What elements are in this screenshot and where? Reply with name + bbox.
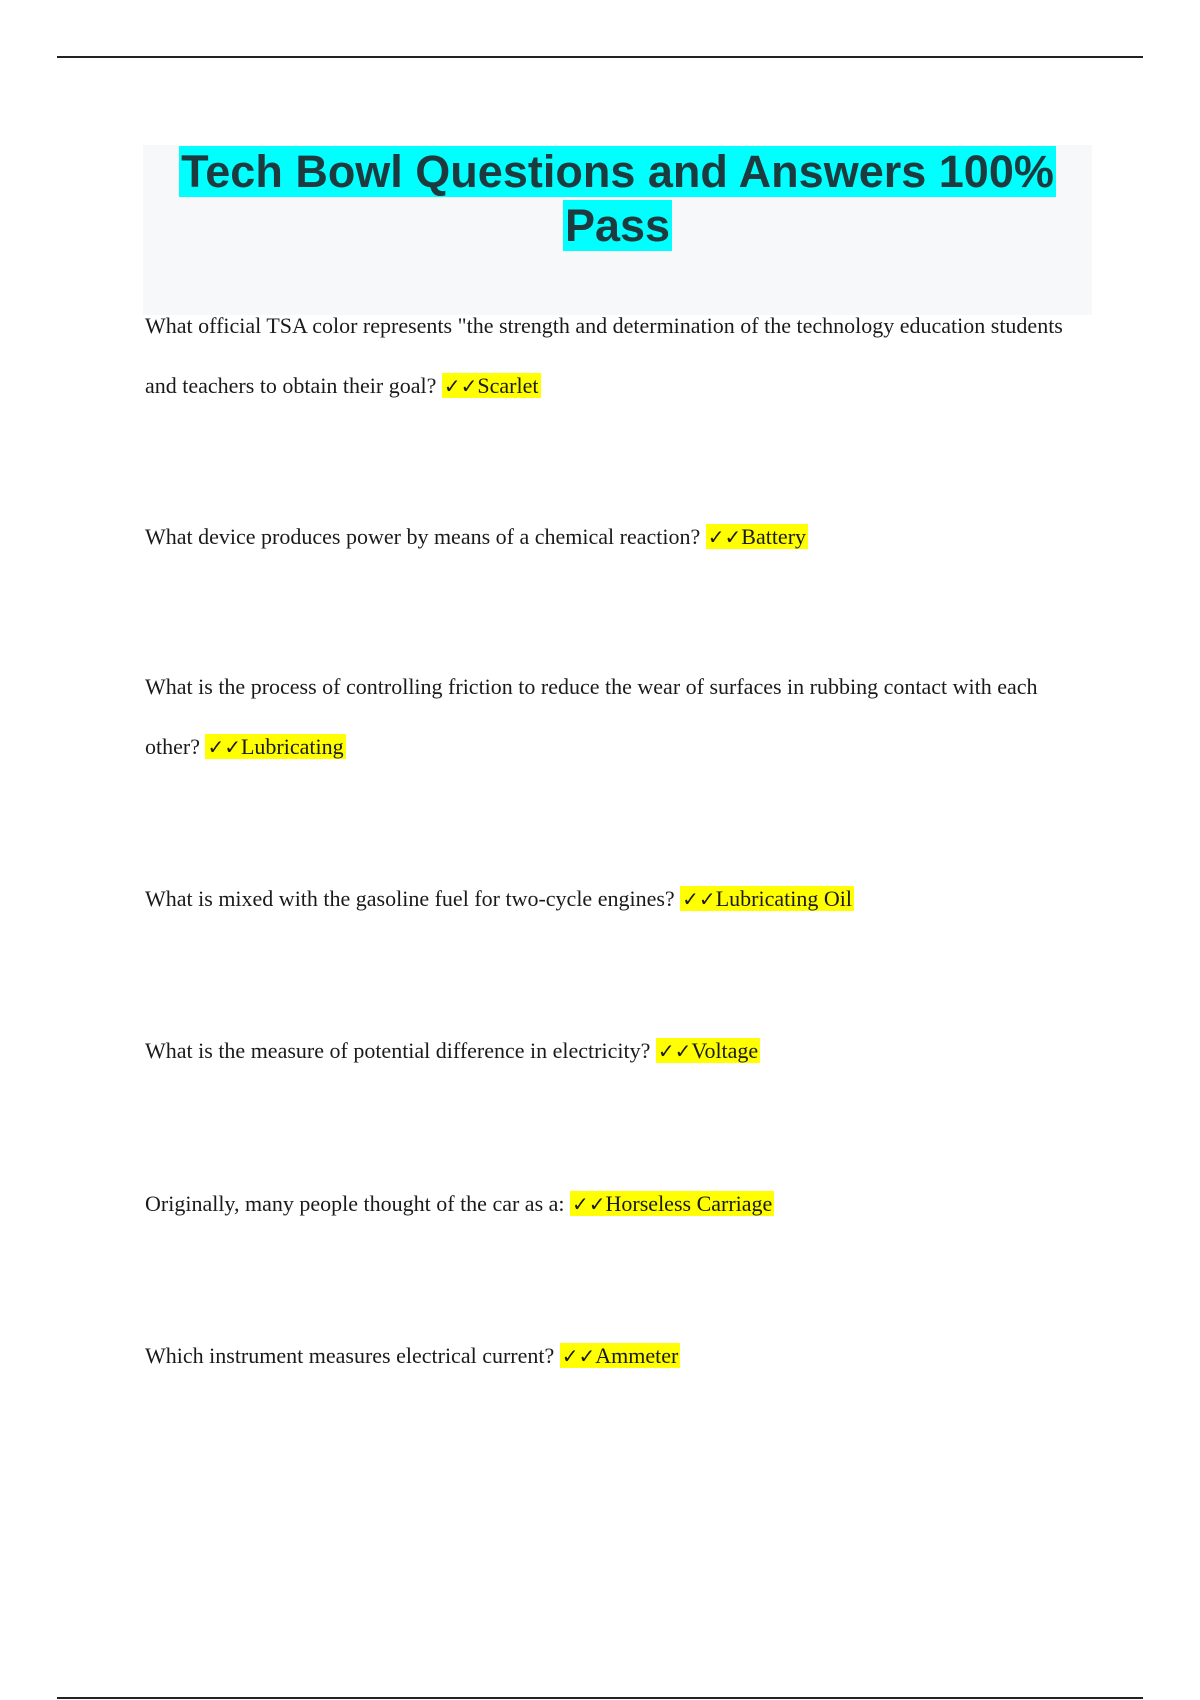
- answer-highlight: [570, 1191, 774, 1216]
- answer-text: Horseless Carriage: [605, 1191, 773, 1216]
- answer-highlight: [656, 1038, 760, 1063]
- question-text: What official TSA color represents "the strength and determination of the technology education students and teachers to obtain their goal?: [145, 313, 1063, 398]
- answer-text: Voltage: [691, 1038, 759, 1063]
- qa-item-1: [145, 296, 1095, 416]
- question-text: What is the process of controlling friction to reduce the wear of surfaces in rubbing contact with each other?: [145, 674, 1038, 759]
- question-text: What is the measure of potential difference in electricity?: [145, 1038, 651, 1063]
- qa-item-3: [145, 657, 1095, 777]
- answer-text: Ammeter: [595, 1343, 679, 1368]
- double-check-icon: ✓✓: [207, 735, 241, 759]
- answer-highlight: [442, 373, 541, 398]
- answer-text: Battery: [741, 524, 807, 549]
- double-check-icon: ✓✓: [572, 1192, 606, 1216]
- double-check-icon: ✓✓: [682, 887, 716, 911]
- qa-item-4: [145, 869, 1095, 929]
- footer-rule: [57, 1697, 1143, 1699]
- question-text: Originally, many people thought of the car as a:: [145, 1191, 565, 1216]
- double-check-icon: ✓✓: [443, 374, 478, 398]
- double-check-icon: ✓✓: [561, 1344, 596, 1368]
- answer-text: Lubricating: [240, 734, 344, 759]
- double-check-icon: ✓✓: [707, 525, 742, 549]
- answer-highlight: [706, 524, 808, 549]
- qa-item-2: [145, 507, 1095, 567]
- answer-highlight: [205, 734, 345, 759]
- qa-item-5: [145, 1021, 1095, 1081]
- document-title: Tech Bowl Questions and Answers 100% Pass: [181, 146, 1054, 251]
- answer-highlight: [680, 886, 854, 911]
- answer-text: Scarlet: [477, 373, 539, 398]
- header-rule: [57, 56, 1143, 58]
- qa-item-6: [145, 1174, 1095, 1234]
- answer-text: Lubricating Oil: [715, 886, 852, 911]
- qa-item-7: [145, 1326, 1095, 1386]
- answer-highlight: [560, 1343, 681, 1368]
- question-text: What device produces power by means of a chemical reaction?: [145, 524, 701, 549]
- title-block: [143, 145, 1092, 315]
- question-text: What is mixed with the gasoline fuel for two-cycle engines?: [145, 886, 675, 911]
- double-check-icon: ✓✓: [657, 1039, 692, 1063]
- question-text: Which instrument measures electrical current?: [145, 1343, 555, 1368]
